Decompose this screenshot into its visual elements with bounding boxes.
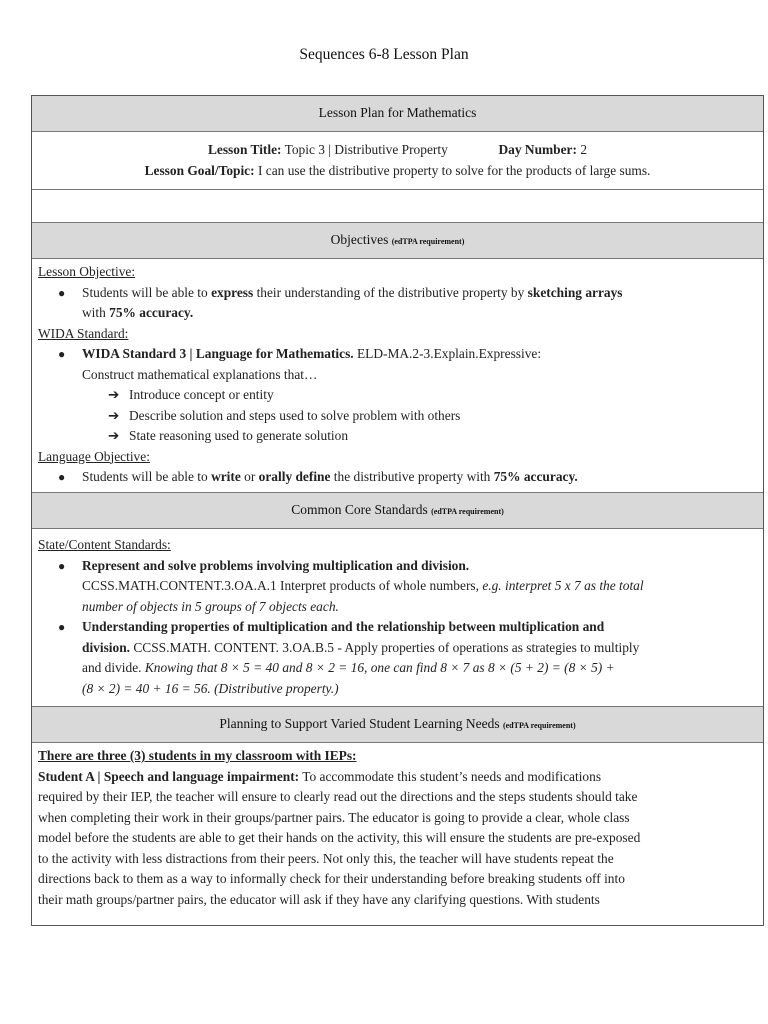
planning-body (32, 743, 763, 925)
standards-header-note: (edTPA requirement) (431, 507, 504, 516)
standard-item-1: ● Represent and solve problems involving multiplication and division. CCSS.MATH.CONTENT.3.OA.A.1 Interpret products of whole numbers, e.g. interpret 5 x 7 as the total number of objects in 5 groups of 7 objects each. (58, 557, 644, 614)
lesson-objective-item: ● Students will be able to express their understanding of the distributive property by sketching arrays with 75% accuracy. (58, 284, 623, 320)
language-objective-label: Language Objective: (38, 448, 150, 464)
lesson-plan-table (31, 95, 764, 926)
lesson-goal-line (32, 160, 763, 181)
planning-header (32, 707, 763, 743)
bullet-icon: ● (58, 620, 66, 634)
bullet-icon: ● (58, 285, 66, 300)
arrow-icon: ➔ (108, 407, 120, 423)
planning-header-note: (edTPA requirement) (502, 721, 576, 730)
bullet-icon: ● (58, 347, 66, 361)
lesson-goal-value: I can use the distributive property to solve for the products of large sums. (257, 163, 651, 178)
lesson-info (32, 132, 763, 190)
day-number-value: 2 (580, 142, 588, 157)
objectives-header (32, 223, 763, 259)
document-title: Sequences 6-8 Lesson Plan (299, 46, 469, 63)
planning-header-text: Planning to Support Varied Student Learning Needs (219, 716, 500, 731)
empty-row (32, 190, 763, 223)
arrow-icon: ➔ (108, 387, 120, 402)
lesson-title-line (32, 139, 763, 160)
lesson-goal-label: Lesson Goal/Topic: (144, 163, 255, 178)
wida-sub-item: ➔ Introduce concept or entity (38, 385, 757, 406)
lesson-objective-label: Lesson Objective: (38, 264, 136, 279)
day-number-label: Day Number: (498, 142, 577, 157)
student-a-paragraph: Student A | Speech and language impairment: To accommodate this student’s needs and modifications required by their IEP, the teacher will ensure to clearly read out the directions and the steps students should take when completing their work in their groups/partner pairs. The educator is going to provide a clear, whole class model before the students are able to get their hands on the activity, this will ensure the students are pre-exposed to the activity with less distractions from their peers. Not only this, the teacher will have students repeat the directions back to them as a way to informally check for their understanding before breaking students off into their math groups/partner pairs, the educator will ask if they have any clarifying questions. With students (38, 768, 641, 907)
lesson-title-label: Lesson Title: (207, 142, 282, 157)
objectives-header-text: Objectives (330, 232, 389, 247)
arrow-icon: ➔ (108, 428, 120, 443)
objectives-header-note: (edTPA requirement) (391, 237, 465, 246)
plan-header (32, 96, 763, 132)
bullet-icon: ● (58, 558, 66, 573)
standards-body (32, 529, 763, 707)
wida-sub-item: ➔ Describe solution and steps used to solve problem with others (38, 406, 757, 427)
plan-header-text: Lesson Plan for Mathematics (318, 105, 477, 120)
state-standards-label: State/Content Standards: (38, 537, 171, 552)
wida-sub-item: ➔ State reasoning used to generate solution (38, 426, 757, 447)
standard-item-2: ● Understanding properties of multiplication and the relationship between multiplication and division. CCSS.MATH. CONTENT. 3.OA.B.5 - Apply properties of operations as strategies to multiply and divide. Knowing that 8 × 5 = 40 and 8 × 2 = 16, one can find 8 × 7 as 8 × (5 + 2) = (8 × 5) + (8 × 2) = 40 + 16 = 56. (Distributive property.) (58, 619, 640, 696)
iep-intro: There are three (3) students in my classroom with IEPs: (38, 748, 357, 763)
bullet-icon: ● (58, 470, 66, 484)
standards-header-text: Common Core Standards (291, 502, 428, 517)
objectives-body (32, 259, 763, 493)
student-a-label: Student A | Speech and language impairment: (38, 768, 300, 784)
standards-header (32, 493, 763, 529)
lesson-title-value: Topic 3 | Distributive Property (284, 142, 448, 157)
wida-standard-label: WIDA Standard: (38, 325, 129, 341)
language-objective-item: ● Students will be able to write or orally define the distributive property with 75% accuracy. (38, 467, 757, 488)
wida-standard-item: ● WIDA Standard 3 | Language for Mathematics. ELD-MA.2-3.Explain.Expressive: Construct mathematical explanations that… (58, 346, 542, 382)
